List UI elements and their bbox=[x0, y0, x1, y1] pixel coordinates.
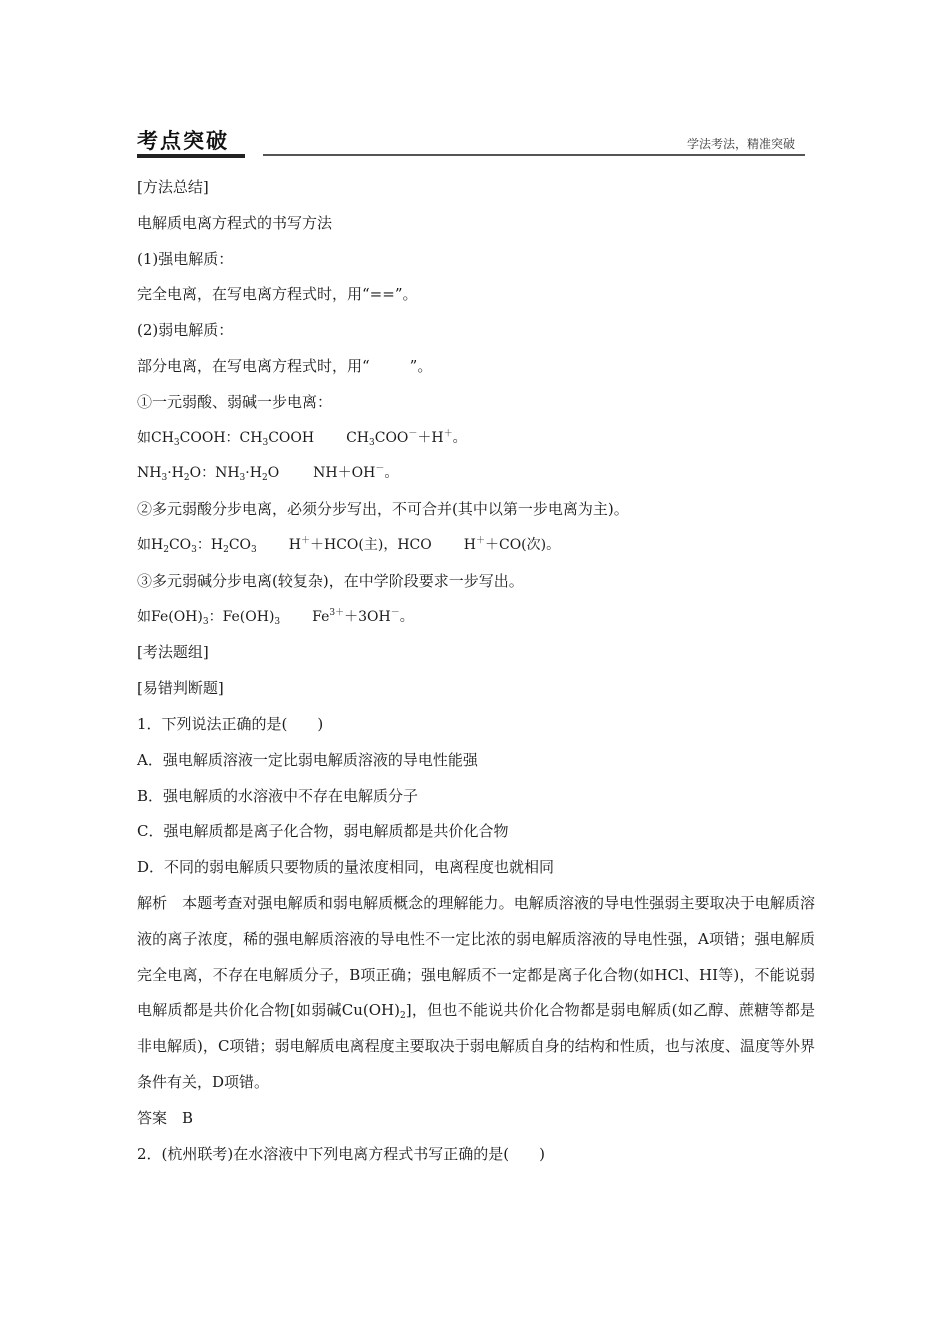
group-tag: [考法题组] bbox=[137, 643, 209, 662]
subscript: 2 bbox=[261, 473, 268, 484]
subscript: 3 bbox=[202, 616, 209, 627]
section-slogan: 学法考法，精准突破 bbox=[686, 137, 795, 151]
subscript: 3 bbox=[262, 437, 269, 448]
rule-2: ②多元弱酸分步电离，必须分步写出，不可合并(其中以第一步电离为主)。 bbox=[137, 500, 629, 519]
example-4 bbox=[137, 600, 817, 636]
subscript: 3 bbox=[161, 473, 168, 484]
subscript: 3 bbox=[173, 437, 180, 448]
document-body bbox=[137, 170, 817, 1172]
question-1-answer: 答案 B bbox=[137, 1108, 194, 1127]
rule-3: ③多元弱碱分步电离(较复杂)，在中学阶段要求一步写出。 bbox=[137, 571, 524, 590]
weak-electrolyte-desc bbox=[137, 349, 817, 385]
equals-symbol: == bbox=[369, 285, 395, 304]
text-span: ”。 bbox=[394, 285, 418, 304]
question-1-option-c: C．强电解质都是离子化合物，弱电解质都是共价化合物 bbox=[137, 822, 509, 841]
text-span: 部分电离，在写电离方程式时，用“ bbox=[137, 356, 370, 375]
text-span: ：Fe(OH) bbox=[208, 608, 275, 625]
question-1-option-d: D．不同的弱电解质只要物质的量浓度相同，电离程度也就相同 bbox=[137, 858, 555, 877]
weak-electrolyte-title: (2)弱电解质： bbox=[137, 321, 234, 340]
superscript: ＋ bbox=[443, 428, 453, 439]
strong-electrolyte-desc bbox=[137, 277, 817, 313]
text-span: ·H bbox=[245, 465, 262, 482]
text-span: ·H bbox=[167, 465, 184, 482]
superscript: ＋ bbox=[475, 535, 485, 546]
text-span: 。 bbox=[384, 465, 399, 482]
method-heading: 电解质电离方程式的书写方法 bbox=[137, 213, 333, 232]
text-span: 如Fe(OH) bbox=[137, 608, 203, 625]
section-title: 考点突破 bbox=[137, 129, 229, 153]
question-1-analysis bbox=[137, 886, 815, 1101]
text-span: COOH bbox=[268, 429, 315, 446]
subscript: 2 bbox=[400, 1011, 406, 1022]
text-span: 完全电离，在写电离方程式时，用“ bbox=[137, 285, 370, 304]
example-2 bbox=[137, 456, 817, 492]
text-span: ＋H bbox=[417, 429, 444, 446]
section-header bbox=[137, 128, 805, 158]
text-span: COOH：CH bbox=[179, 429, 263, 446]
question-1-option-a: A．强电解质溶液一定比弱电解质溶液的导电性能强 bbox=[137, 750, 478, 769]
text-span: 解析 本题考查对强电解质和弱电解质概念的理解能力。电解质溶液的导电性强弱主要取决于电解质溶液的离子浓度，稀的强电解质溶液的导电性不一定比浓的弱电解质溶液的导电性强，A项错；强电解质完全电离，不存在电解质分子，B项正确；强电解质不一定都是离子化合物(如HCl、HI等)，不能说弱电解质都是共价化合物[如弱碱Cu(OH) bbox=[137, 893, 815, 1020]
superscript: － bbox=[390, 607, 400, 618]
text-span: NH＋OH bbox=[313, 465, 376, 482]
text-span: ＋HCO(主)，HCO bbox=[310, 536, 432, 553]
strong-electrolyte-title: (1)强电解质： bbox=[137, 249, 234, 268]
subscript: 2 bbox=[183, 473, 190, 484]
question-2-stem: 2．(杭州联考)在水溶液中下列电离方程式书写正确的是( ) bbox=[137, 1144, 545, 1163]
text-span: O bbox=[267, 465, 280, 482]
text-span: CO bbox=[228, 536, 252, 553]
text-span: CO bbox=[168, 536, 192, 553]
subscript: 3 bbox=[369, 437, 375, 448]
header-rule bbox=[263, 154, 805, 156]
text-span: 。 bbox=[399, 608, 414, 625]
judge-tag: [易错判断题] bbox=[137, 679, 224, 698]
text-span: H bbox=[463, 536, 476, 553]
text-span: Fe bbox=[312, 608, 330, 625]
text-span: ＋CO(次)。 bbox=[484, 536, 561, 553]
text-span: 如CH bbox=[137, 429, 174, 446]
text-span: ”。 bbox=[409, 356, 433, 375]
title-underline bbox=[137, 154, 245, 158]
subscript: 2 bbox=[223, 544, 229, 555]
subscript: 3 bbox=[274, 616, 281, 627]
text-span: O：NH bbox=[189, 465, 240, 482]
superscript: ＋ bbox=[301, 535, 311, 546]
superscript: － bbox=[408, 428, 418, 439]
text-span: ]，但也不能说共价化合物都是弱电解质(如乙醇、蔗糖等都是非电解质)，C项错；弱电解质电离程度主要取决于弱电解质自身的结构和性质，也与浓度、温度等外界条件有关，D项错。 bbox=[137, 1001, 815, 1091]
subscript: 2 bbox=[163, 544, 169, 555]
text-span: CH bbox=[346, 429, 369, 446]
subscript: 3 bbox=[239, 473, 246, 484]
method-tag: [方法总结] bbox=[137, 178, 209, 196]
text-span: 。 bbox=[452, 429, 467, 446]
question-1-stem: 1．下列说法正确的是( ) bbox=[137, 714, 324, 733]
text-span: 如H bbox=[137, 536, 164, 553]
example-1 bbox=[137, 421, 817, 457]
text-span: NH bbox=[137, 465, 162, 482]
superscript: 3＋ bbox=[329, 607, 345, 618]
text-span: ：H bbox=[196, 536, 224, 553]
subscript: 3 bbox=[191, 544, 197, 555]
text-span: COO bbox=[374, 429, 409, 446]
question-1-option-b: B．强电解质的水溶液中不存在电解质分子 bbox=[137, 786, 419, 805]
rule-1: ①一元弱酸、弱碱一步电离： bbox=[137, 392, 333, 411]
subscript: 3 bbox=[251, 544, 257, 555]
text-span: ＋3OH bbox=[344, 608, 391, 625]
text-span: H bbox=[288, 536, 301, 553]
superscript: － bbox=[375, 464, 385, 475]
example-3 bbox=[137, 528, 817, 564]
